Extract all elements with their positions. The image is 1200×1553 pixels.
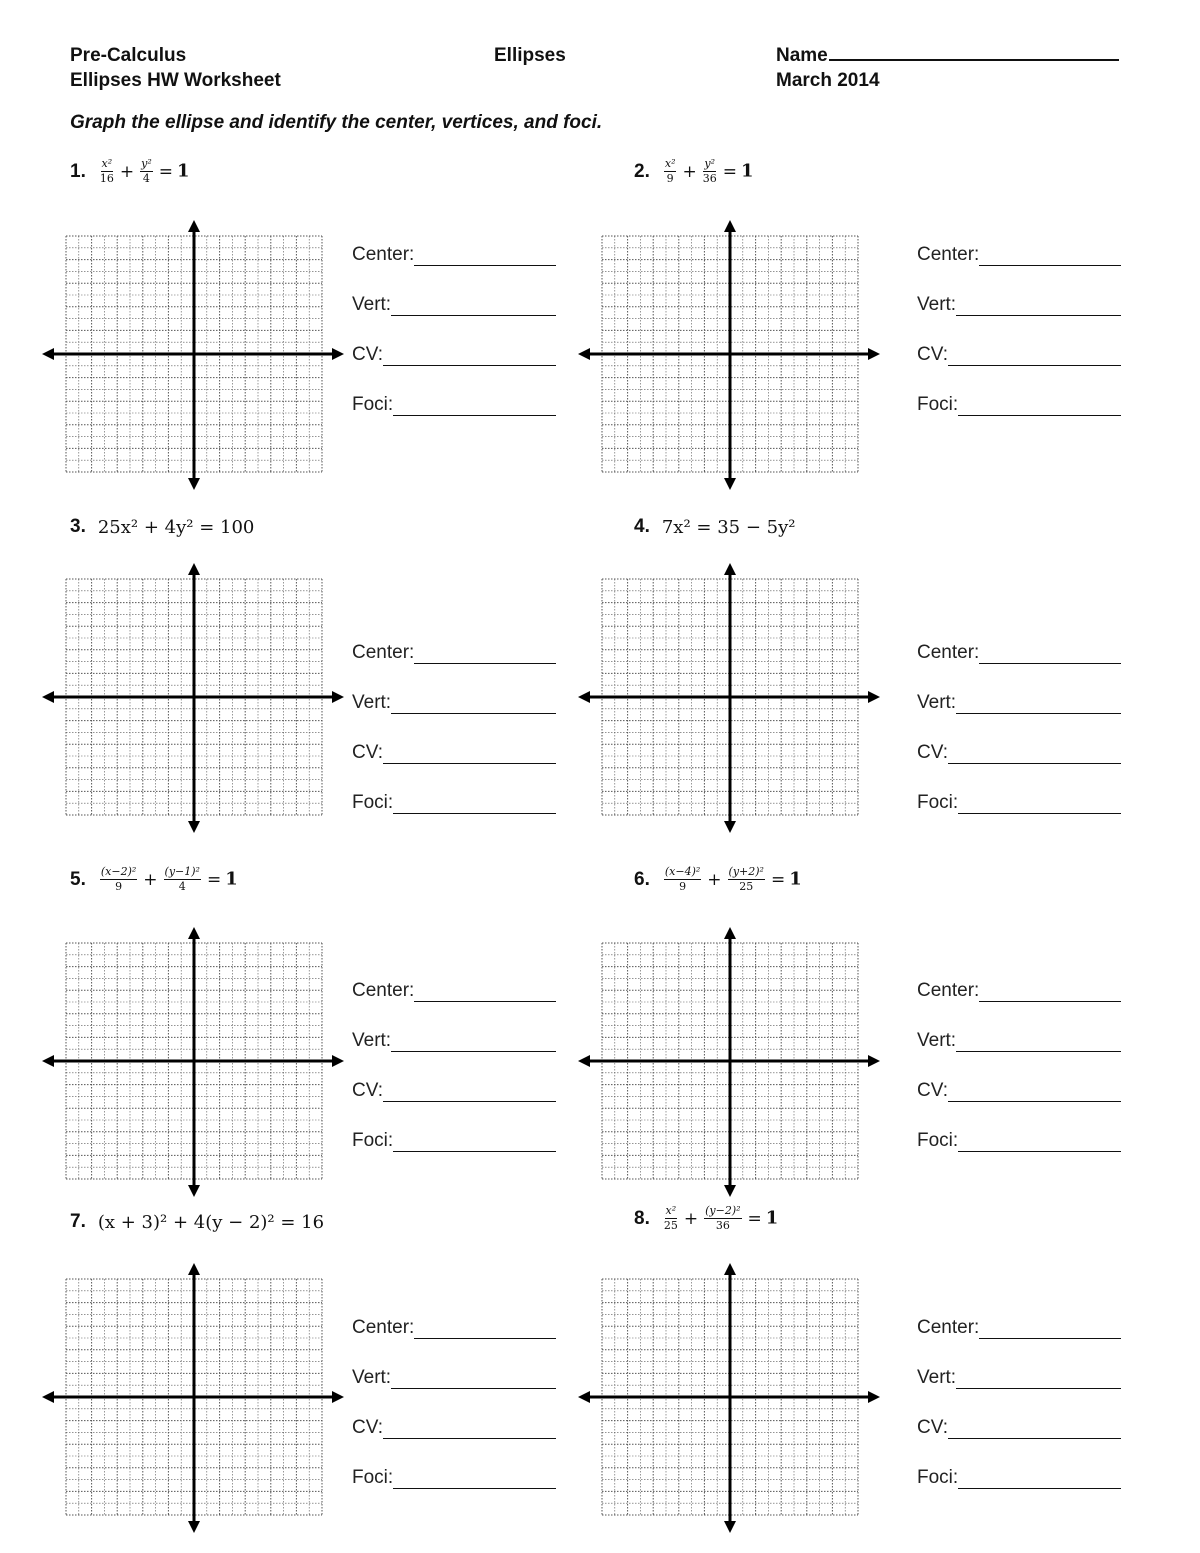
name-field[interactable] bbox=[776, 43, 1119, 68]
equation-5: $\frac{\text{(x−2)²}}{9}$ + $\frac{\text{(y−1)²}}{4}$ = 1 bbox=[100, 865, 238, 894]
x-axis-arrow-right bbox=[868, 1391, 880, 1403]
center-answer[interactable]: Center: bbox=[352, 230, 556, 280]
coordinate-grid-3[interactable] bbox=[40, 563, 346, 833]
problem-number: 1. bbox=[70, 160, 86, 182]
x-axis-arrow-left bbox=[578, 348, 590, 360]
y-axis-arrow-up bbox=[188, 220, 200, 232]
x-axis-arrow-left bbox=[42, 1391, 54, 1403]
vertices-answer[interactable]: Vert: bbox=[917, 1353, 1121, 1403]
vertices-answer[interactable]: Vert: bbox=[917, 678, 1121, 728]
y-axis-arrow-up bbox=[724, 1263, 736, 1275]
problem-7 bbox=[70, 1211, 324, 1233]
x-axis-arrow-right bbox=[332, 691, 344, 703]
equation-6: $\frac{\text{(x−4)²}}{9}$ + $\frac{\text{(y+2)²}}{25}$ = 1 bbox=[664, 865, 802, 894]
y-axis-arrow-up bbox=[724, 927, 736, 939]
center-answer[interactable]: Center: bbox=[917, 230, 1121, 280]
answer-block-7 bbox=[352, 1303, 556, 1503]
y-axis-arrow-down bbox=[724, 478, 736, 490]
foci-answer[interactable]: Foci: bbox=[917, 1116, 1121, 1166]
y-axis-arrow-down bbox=[188, 1521, 200, 1533]
x-axis-arrow-left bbox=[578, 1391, 590, 1403]
problem-2 bbox=[634, 158, 754, 185]
problem-8 bbox=[634, 1205, 778, 1232]
worksheet-name: Ellipses HW Worksheet bbox=[70, 70, 281, 91]
foci-answer[interactable]: Foci: bbox=[352, 380, 556, 430]
problem-number: 8. bbox=[634, 1207, 650, 1229]
problem-number: 5. bbox=[70, 868, 86, 890]
equation-4: 7x² = 35 − 5y² bbox=[661, 516, 796, 538]
y-axis-arrow-down bbox=[724, 1185, 736, 1197]
center-answer[interactable]: Center: bbox=[352, 966, 556, 1016]
problem-number: 3. bbox=[70, 516, 86, 537]
co-vertices-answer[interactable]: CV: bbox=[352, 1066, 556, 1116]
coordinate-grid-1[interactable] bbox=[40, 220, 346, 490]
equation-1: $\frac{\text{x²}}{16}$ + $\frac{\text{y²}}{4}$ = 1 bbox=[99, 157, 190, 186]
vertices-answer[interactable]: Vert: bbox=[917, 1016, 1121, 1066]
name-date-block bbox=[776, 43, 1119, 93]
co-vertices-answer[interactable]: CV: bbox=[352, 728, 556, 778]
y-axis-arrow-up bbox=[188, 563, 200, 575]
answer-block-4 bbox=[917, 628, 1121, 828]
vertices-answer[interactable]: Vert: bbox=[352, 1016, 556, 1066]
vertices-answer[interactable]: Vert: bbox=[352, 678, 556, 728]
y-axis-arrow-up bbox=[724, 563, 736, 575]
problem-number: 7. bbox=[70, 1211, 86, 1232]
foci-answer[interactable]: Foci: bbox=[352, 1453, 556, 1503]
center-answer[interactable]: Center: bbox=[917, 1303, 1121, 1353]
x-axis-arrow-left bbox=[42, 1055, 54, 1067]
problem-5 bbox=[70, 866, 238, 893]
co-vertices-answer[interactable]: CV: bbox=[917, 728, 1121, 778]
x-axis-arrow-right bbox=[332, 348, 344, 360]
equation-7: (x + 3)² + 4(y − 2)² = 16 bbox=[97, 1211, 325, 1233]
x-axis-arrow-left bbox=[578, 1055, 590, 1067]
foci-answer[interactable]: Foci: bbox=[352, 1116, 556, 1166]
x-axis-arrow-left bbox=[42, 348, 54, 360]
x-axis-arrow-right bbox=[868, 691, 880, 703]
foci-answer[interactable]: Foci: bbox=[917, 1453, 1121, 1503]
equation-8: $\frac{\text{x²}}{25}$ + $\frac{\text{(y−2)²}}{36}$ = 1 bbox=[663, 1204, 779, 1233]
coordinate-grid-5[interactable] bbox=[40, 927, 346, 1197]
foci-answer[interactable]: Foci: bbox=[917, 778, 1121, 828]
answer-block-8 bbox=[917, 1303, 1121, 1503]
x-axis-arrow-right bbox=[332, 1055, 344, 1067]
course-name: Pre-Calculus bbox=[70, 45, 187, 66]
x-axis-arrow-right bbox=[868, 348, 880, 360]
vertices-answer[interactable]: Vert: bbox=[352, 280, 556, 330]
x-axis-arrow-right bbox=[868, 1055, 880, 1067]
foci-answer[interactable]: Foci: bbox=[352, 778, 556, 828]
instructions: Graph the ellipse and identify the center, vertices, and foci. bbox=[70, 112, 603, 133]
problem-number: 2. bbox=[634, 160, 650, 182]
y-axis-arrow-up bbox=[188, 1263, 200, 1275]
vertices-answer[interactable]: Vert: bbox=[352, 1353, 556, 1403]
y-axis-arrow-down bbox=[724, 821, 736, 833]
problem-4 bbox=[634, 516, 795, 538]
x-axis-arrow-left bbox=[578, 691, 590, 703]
co-vertices-answer[interactable]: CV: bbox=[917, 330, 1121, 380]
y-axis-arrow-down bbox=[724, 1521, 736, 1533]
y-axis-arrow-down bbox=[188, 821, 200, 833]
answer-block-6 bbox=[917, 966, 1121, 1166]
equation-2: $\frac{\text{x²}}{9}$ + $\frac{\text{y²}}{36}$ = 1 bbox=[664, 157, 754, 186]
foci-answer[interactable]: Foci: bbox=[917, 380, 1121, 430]
x-axis-arrow-right bbox=[332, 1391, 344, 1403]
y-axis-arrow-up bbox=[188, 927, 200, 939]
problem-6 bbox=[634, 866, 802, 893]
coordinate-grid-2[interactable] bbox=[576, 220, 882, 490]
answer-block-2 bbox=[917, 230, 1121, 430]
vertices-answer[interactable]: Vert: bbox=[917, 280, 1121, 330]
problem-number: 4. bbox=[634, 516, 650, 537]
equation-3: 25x² + 4y² = 100 bbox=[97, 516, 255, 538]
answer-block-3 bbox=[352, 628, 556, 828]
name-line[interactable] bbox=[829, 43, 1119, 61]
coordinate-grid-4[interactable] bbox=[576, 563, 882, 833]
course-title bbox=[70, 43, 281, 93]
x-axis-arrow-left bbox=[42, 691, 54, 703]
y-axis-arrow-down bbox=[188, 1185, 200, 1197]
coordinate-grid-8[interactable] bbox=[576, 1263, 882, 1533]
center-answer[interactable]: Center: bbox=[917, 628, 1121, 678]
center-answer[interactable]: Center: bbox=[352, 628, 556, 678]
name-label: Name bbox=[776, 45, 828, 66]
co-vertices-answer[interactable]: CV: bbox=[917, 1066, 1121, 1116]
center-answer[interactable]: Center: bbox=[917, 966, 1121, 1016]
y-axis-arrow-up bbox=[724, 220, 736, 232]
problem-3 bbox=[70, 516, 254, 538]
center-answer[interactable]: Center: bbox=[352, 1303, 556, 1353]
problem-1 bbox=[70, 158, 190, 185]
co-vertices-answer[interactable]: CV: bbox=[917, 1403, 1121, 1453]
topic-title: Ellipses bbox=[494, 45, 566, 66]
co-vertices-answer[interactable]: CV: bbox=[352, 1403, 556, 1453]
coordinate-grid-7[interactable] bbox=[40, 1263, 346, 1533]
date-text: March 2014 bbox=[776, 70, 880, 91]
coordinate-grid-6[interactable] bbox=[576, 927, 882, 1197]
answer-block-5 bbox=[352, 966, 556, 1166]
co-vertices-answer[interactable]: CV: bbox=[352, 330, 556, 380]
answer-block-1 bbox=[352, 230, 556, 430]
y-axis-arrow-down bbox=[188, 478, 200, 490]
problem-number: 6. bbox=[634, 868, 650, 890]
